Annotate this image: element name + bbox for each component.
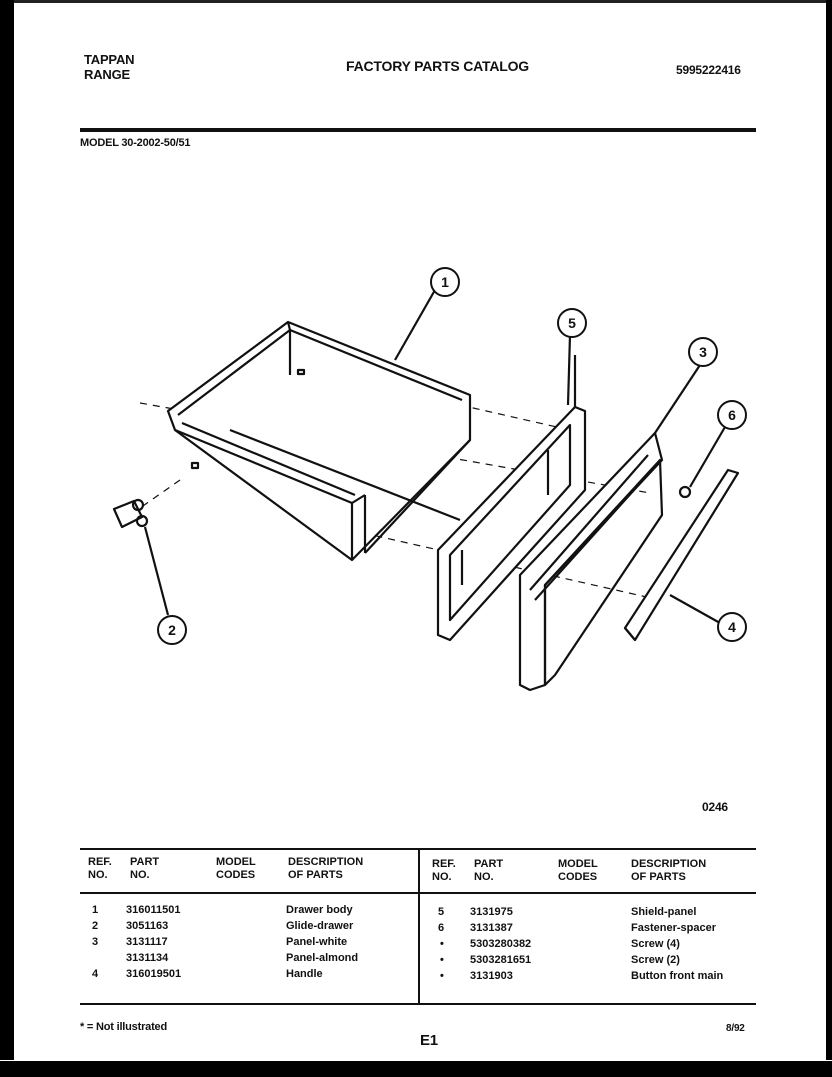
table-row-ref: 6 (438, 922, 445, 934)
header-description-left: DESCRIPTION OF PARTS (288, 856, 364, 881)
header-part-no-left: PART NO. (130, 856, 160, 881)
table-row-desc: Handle (286, 968, 323, 980)
table-row-ref: • (440, 954, 444, 966)
callout-5 (558, 309, 586, 337)
table-row-part: 3131975 (470, 906, 513, 918)
callout-4 (718, 613, 746, 641)
revision-date: 8/92 (726, 1023, 745, 1034)
callout-3 (689, 338, 717, 366)
table-row-desc: Button front main (631, 970, 724, 982)
drawer-body-part (168, 322, 470, 560)
document-number: 5995222416 (676, 63, 741, 77)
scan-border-top (14, 0, 826, 3)
catalog-title: FACTORY PARTS CATALOG (346, 58, 529, 74)
table-row-part: 3051163 (126, 920, 169, 932)
header-model-codes-left: MODEL CODES (216, 856, 256, 881)
table-row-desc: Drawer body (286, 904, 353, 916)
table-row-desc: Panel-almond (286, 952, 359, 964)
svg-text:2: 2 (168, 622, 176, 638)
table-row-part: 316011501 (126, 904, 181, 916)
table-row-desc: Screw (4) (631, 938, 680, 950)
table-row-part: 5303281651 (470, 954, 532, 966)
table-row-part: 3131134 (126, 952, 169, 964)
exploded-parts-diagram (100, 255, 760, 705)
callout-6 (718, 401, 746, 429)
table-row-part: 3131387 (470, 922, 513, 934)
header-ref-no-right: REF. NO. (432, 858, 456, 883)
table-row-ref: 3 (92, 936, 99, 948)
table-row-ref: • (440, 970, 444, 982)
header-model-codes-right: MODEL CODES (558, 858, 598, 883)
svg-text:4: 4 (728, 619, 736, 635)
brand-block (84, 52, 134, 82)
table-row-desc: Shield-panel (631, 906, 697, 918)
table-row-ref: 4 (92, 968, 99, 980)
table-row-desc: Panel-white (286, 936, 348, 948)
not-illustrated-note: * = Not illustrated (80, 1021, 167, 1033)
table-row-part: 3131903 (470, 970, 513, 982)
page-id: E1 (420, 1032, 438, 1049)
svg-text:5: 5 (568, 315, 576, 331)
table-row-ref: 5 (438, 906, 445, 918)
header-rule (80, 128, 756, 132)
table-row-desc: Glide-drawer (286, 920, 354, 932)
callout-2 (158, 616, 186, 644)
scan-border-right (826, 0, 832, 1060)
brand-name: TAPPAN (84, 52, 135, 67)
model-label: MODEL 30-2002-50/51 (80, 137, 191, 149)
table-row-part: 3131117 (126, 936, 168, 948)
table-row-desc: Screw (2) (631, 954, 680, 966)
svg-text:3: 3 (699, 344, 707, 360)
table-row-part: 316019501 (126, 968, 182, 980)
table-row-desc: Fastener-spacer (631, 922, 716, 934)
glide-drawer-part (114, 500, 168, 615)
table-row-ref: 1 (92, 904, 99, 916)
figure-code: 0246 (702, 800, 728, 814)
svg-text:1: 1 (441, 274, 449, 290)
svg-text:6: 6 (728, 407, 736, 423)
product-type: RANGE (84, 67, 130, 82)
table-bottom-rule (80, 1003, 756, 1005)
table-divider (418, 850, 420, 1003)
header-part-no-right: PART NO. (474, 858, 504, 883)
table-row-ref: 2 (92, 920, 99, 932)
table-row-part: 5303280382 (470, 938, 532, 950)
scan-border-left (0, 0, 14, 1060)
callout-1 (431, 268, 459, 296)
header-ref-no-left: REF. NO. (88, 856, 112, 881)
table-row-ref: • (440, 938, 444, 950)
scan-border-bottom (0, 1061, 832, 1077)
header-description-right: DESCRIPTION OF PARTS (631, 858, 707, 883)
